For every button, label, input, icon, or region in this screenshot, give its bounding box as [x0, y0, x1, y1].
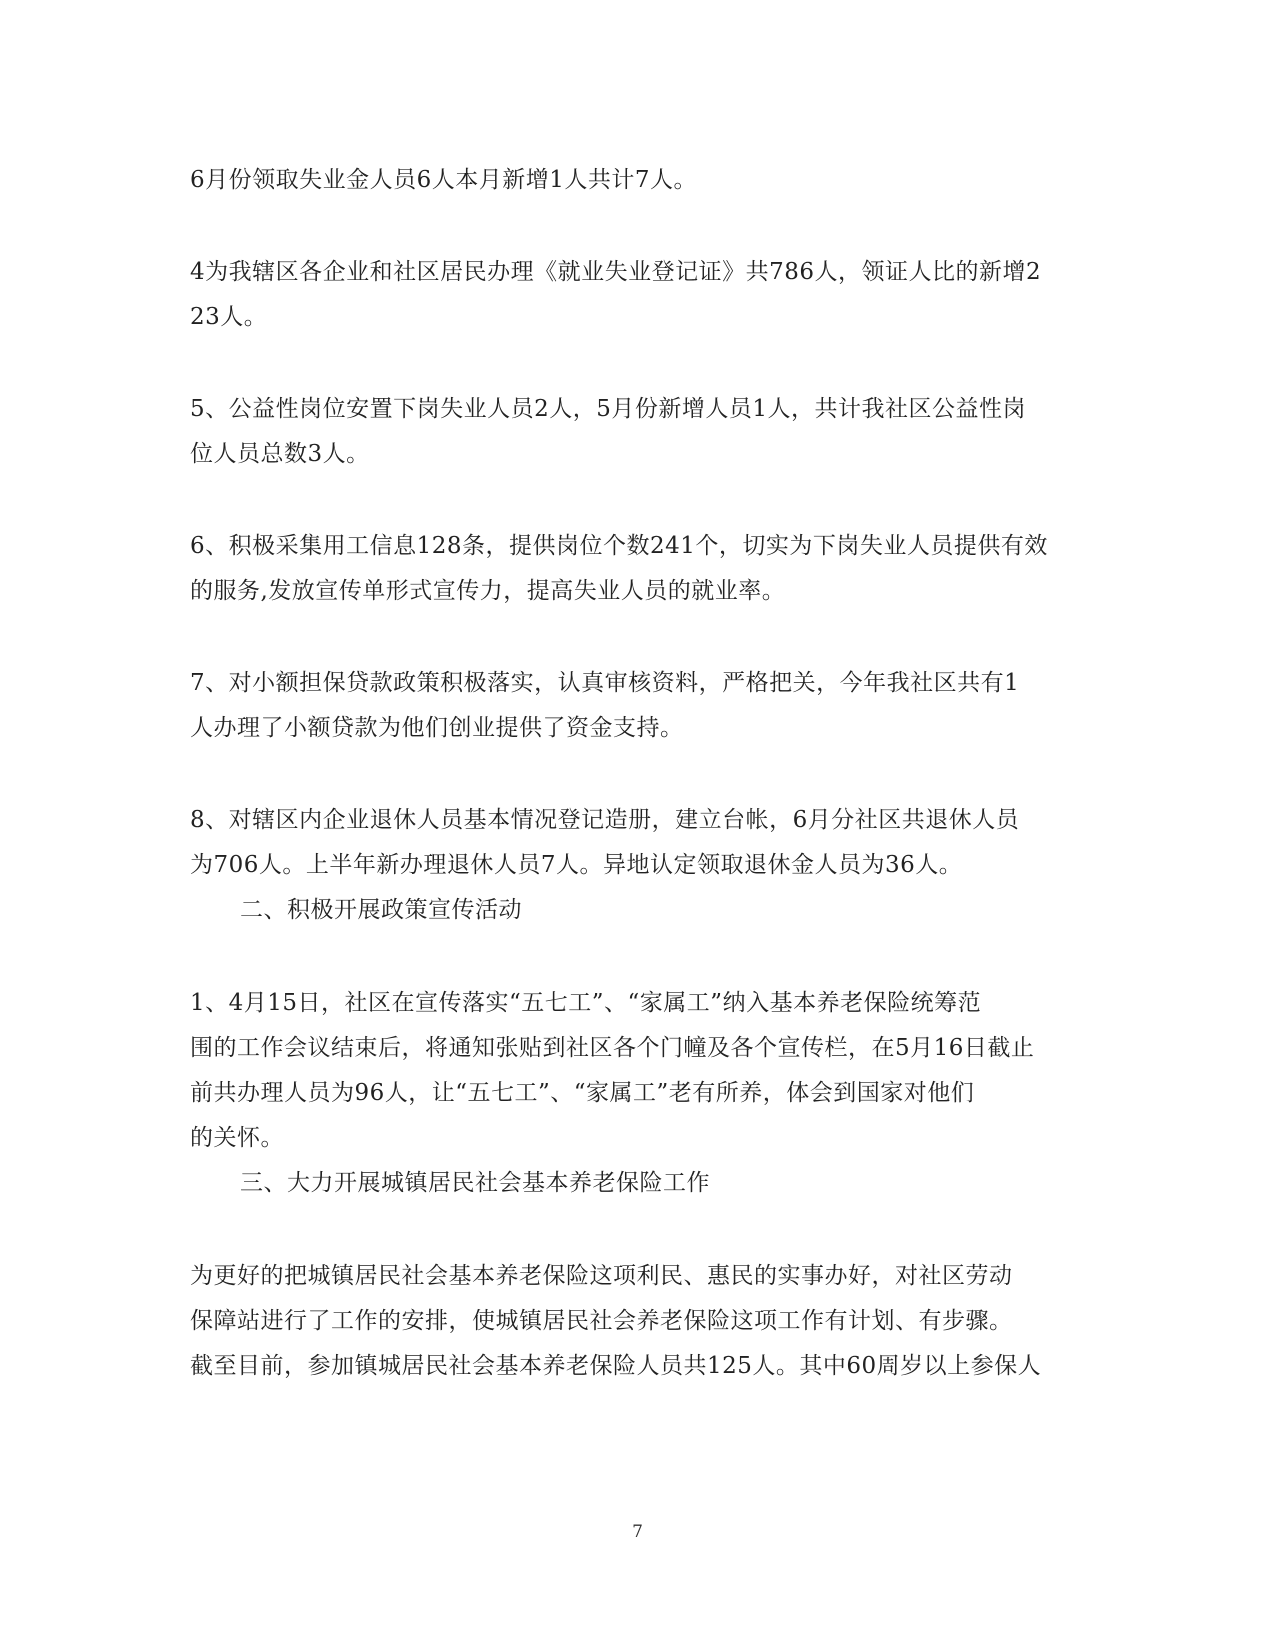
- paragraph-line: 人办理了小额贷款为他们创业提供了资金支持。: [190, 715, 684, 741]
- section-heading: 三、大力开展城镇居民社会基本养老保险工作: [240, 1170, 710, 1196]
- paragraph-line: 7、对小额担保贷款政策积极落实，认真审核资料，严格把关，今年我社区共有1: [190, 670, 1020, 696]
- paragraph-line: 的关怀。: [190, 1125, 284, 1151]
- paragraph-line: 为更好的把城镇居民社会基本养老保险这项利民、惠民的实事办好，对社区劳动: [190, 1263, 1013, 1289]
- paragraph-line: 前共办理人员为96人，让“五七工”、“家属工”老有所养，体会到国家对他们: [190, 1080, 975, 1106]
- paragraph-line: 围的工作会议结束后，将通知张贴到社区各个门幢及各个宣传栏，在5月16日截止: [190, 1035, 1035, 1061]
- paragraph-line: 6月份领取失业金人员6人本月新增1人共计7人。: [190, 167, 698, 193]
- page-number: 7: [632, 1522, 643, 1542]
- paragraph-line: 23人。: [190, 304, 268, 330]
- paragraph-line: 为706人。上半年新办理退休人员7人。异地认定领取退休金人员为36人。: [190, 852, 963, 878]
- paragraph-line: 截至目前，参加镇城居民社会基本养老保险人员共125人。其中60周岁以上参保人: [190, 1353, 1042, 1379]
- paragraph-line: 保障站进行了工作的安排，使城镇居民社会养老保险这项工作有计划、有步骤。: [190, 1308, 1013, 1334]
- paragraph-line: 1、4月15日，社区在宣传落实“五七工”、“家属工”纳入基本养老保险统筹范: [190, 990, 982, 1016]
- paragraph-line: 位人员总数3人。: [190, 441, 370, 467]
- section-heading: 二、积极开展政策宣传活动: [240, 897, 522, 923]
- paragraph-line: 的服务,发放宣传单形式宣传力，提高失业人员的就业率。: [190, 578, 786, 604]
- paragraph-line: 6、积极采集用工信息128条，提供岗位个数241个，切实为下岗失业人员提供有效: [190, 533, 1048, 559]
- paragraph-line: 4为我辖区各企业和社区居民办理《就业失业登记证》共786人，领证人比的新增2: [190, 259, 1042, 285]
- paragraph-line: 5、公益性岗位安置下岗失业人员2人，5月份新增人员1人，共计我社区公益性岗: [190, 396, 1027, 422]
- paragraph-line: 8、对辖区内企业退休人员基本情况登记造册，建立台帐，6月分社区共退休人员: [190, 807, 1020, 833]
